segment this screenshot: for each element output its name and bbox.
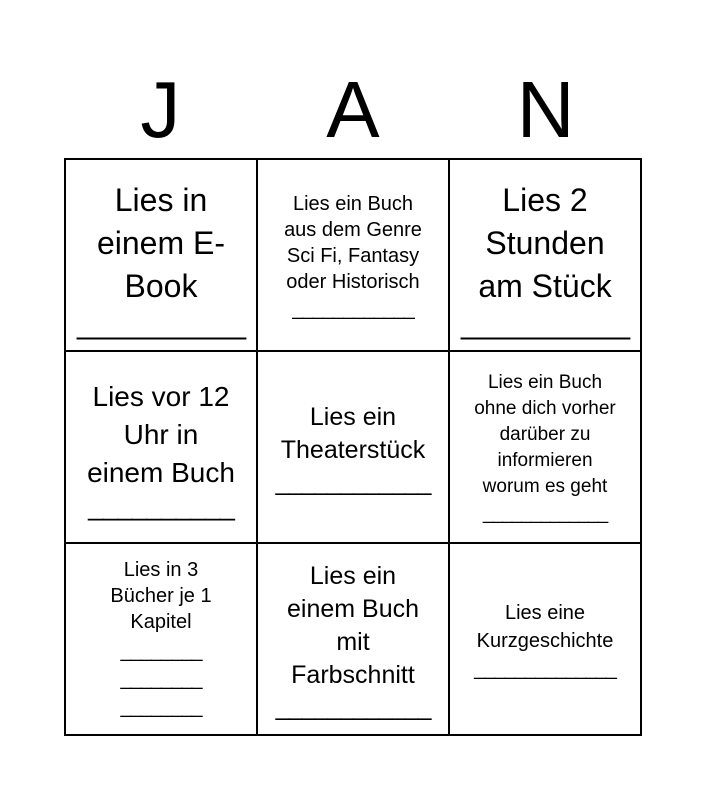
fill-in-line: ____________ [275,468,431,496]
bingo-header [64,65,642,154]
fill-in-line: _____________ [482,503,608,524]
cell-text: Lies ein Theaterstück [280,403,426,464]
cell-text: Lies in 3 Bücher je 1 Kapitel [110,559,212,633]
fill-in-line: __________ [461,303,629,340]
cell-text: Lies eine Kurzgeschichte [476,602,614,652]
cell-text: Lies ein Buch ohne dich vorher darüber zu informieren worum es geht [474,372,616,497]
cell-text: Lies ein Buch aus dem Genre Sci Fi, Fantasy oder Historisch [284,193,422,293]
bingo-cell[interactable] [66,160,258,352]
bingo-cell[interactable] [66,352,258,544]
cell-text: Lies vor 12 Uhr in einem Buch [87,381,235,488]
bingo-cell[interactable] [450,160,642,352]
header-letter-n: N [516,65,575,154]
header-letter-j: J [140,65,181,154]
bingo-grid [64,158,642,736]
bingo-cell[interactable] [66,544,258,736]
fill-in-line: ______________ [474,658,616,680]
fill-in-line: ____________ [292,298,414,320]
bingo-cell[interactable] [258,352,450,544]
fill-in-line: __________ [88,490,234,521]
cell-text: Lies ein einem Buch mit Farbschnitt [286,562,420,689]
bingo-cell[interactable] [258,160,450,352]
fill-in-line: __________ [77,303,245,340]
fill-in-line: ____________ [275,693,431,721]
fill-in-line: ________ ________ ________ [120,640,202,718]
bingo-cell[interactable] [450,544,642,736]
cell-text: Lies in einem E- Book [96,181,226,304]
header-letter-a: A [326,65,380,154]
bingo-cell[interactable] [450,352,642,544]
cell-text: Lies 2 Stunden am Stück [478,181,612,304]
bingo-cell[interactable] [258,544,450,736]
